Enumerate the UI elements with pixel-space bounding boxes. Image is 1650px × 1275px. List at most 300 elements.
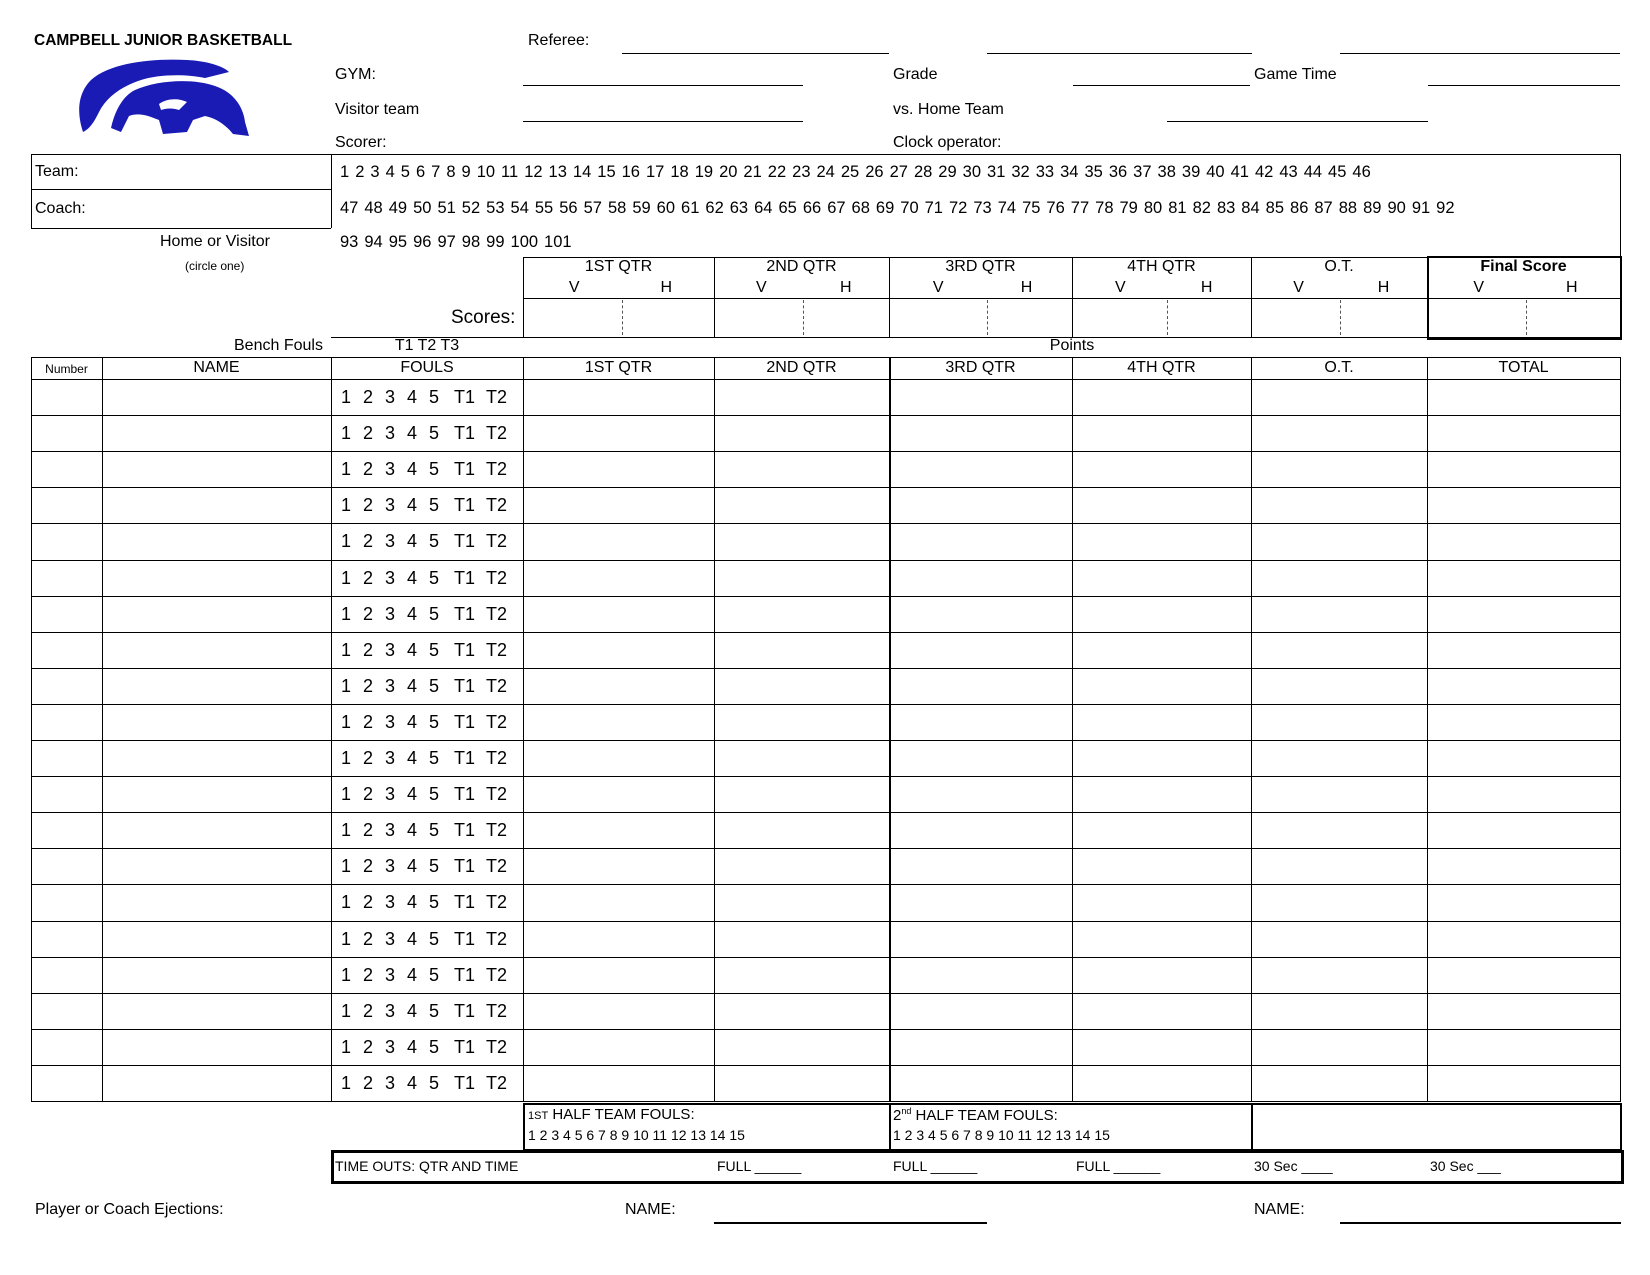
foul-mark[interactable]: 5 (429, 1036, 440, 1057)
running-score-number[interactable]: 40 (1206, 163, 1225, 181)
timeout-full-1[interactable]: FULL ______ (717, 1158, 802, 1174)
foul-mark[interactable]: 1 (341, 531, 352, 552)
running-score-number[interactable]: 91 (1411, 199, 1431, 217)
foul-mark[interactable]: 5 (429, 1072, 440, 1093)
foul-mark[interactable]: 1 (341, 459, 352, 480)
foul-mark[interactable]: 5 (429, 711, 440, 732)
foul-mark[interactable]: 2 (363, 1072, 374, 1093)
foul-mark[interactable]: T2 (486, 856, 508, 877)
game-time-line[interactable] (1428, 85, 1620, 86)
foul-mark[interactable]: 5 (429, 387, 440, 407)
foul-mark[interactable]: 5 (429, 928, 440, 949)
running-score-number[interactable]: 84 (1241, 199, 1260, 217)
foul-mark[interactable]: 1 (341, 856, 352, 877)
player-number-cell[interactable] (31, 668, 102, 704)
foul-mark[interactable]: 1 (341, 675, 352, 696)
first-half-fouls-numbers[interactable]: 1 2 3 4 5 6 7 8 9 10 11 12 13 14 15 (528, 1127, 745, 1143)
foul-mark[interactable]: 2 (363, 748, 374, 768)
player-number-cell[interactable] (31, 921, 102, 957)
foul-mark[interactable]: 1 (341, 1000, 352, 1021)
running-score-number[interactable]: 51 (437, 199, 456, 217)
foul-mark[interactable]: 5 (429, 675, 440, 696)
running-score-number[interactable]: 34 (1060, 163, 1079, 181)
foul-mark[interactable]: T2 (486, 748, 508, 768)
running-score-number[interactable]: 31 (987, 163, 1006, 181)
running-score-number[interactable]: 47 (340, 199, 359, 217)
foul-mark[interactable]: 3 (385, 964, 396, 985)
foul-mark[interactable]: 5 (429, 964, 440, 985)
running-score-number[interactable]: 66 (802, 199, 822, 217)
running-score-number[interactable]: 95 (388, 233, 408, 251)
player-name-cell[interactable] (102, 993, 331, 1029)
running-score-number[interactable]: 78 (1095, 199, 1114, 217)
foul-mark[interactable]: 3 (385, 675, 396, 696)
player-number-cell[interactable] (31, 957, 102, 993)
foul-mark[interactable]: 4 (407, 459, 418, 480)
running-score-number[interactable]: 62 (705, 199, 724, 217)
running-score-number[interactable]: 15 (597, 163, 616, 181)
running-score-number[interactable]: 63 (729, 199, 749, 217)
home-team-line[interactable] (1167, 121, 1428, 122)
timeout-full-3[interactable]: FULL ______ (1076, 1158, 1161, 1174)
foul-mark[interactable]: 3 (385, 748, 396, 768)
foul-mark[interactable]: T1 (454, 423, 476, 444)
foul-mark[interactable]: 2 (363, 603, 374, 624)
foul-mark[interactable]: 5 (429, 1000, 440, 1021)
foul-mark[interactable]: T1 (454, 531, 476, 552)
player-number-cell[interactable] (31, 379, 102, 415)
running-score-number[interactable]: 33 (1035, 163, 1055, 181)
foul-mark[interactable]: T1 (454, 1000, 476, 1021)
home-or-visitor-label[interactable]: Home or Visitor (160, 233, 270, 250)
player-number-cell[interactable] (31, 560, 102, 596)
foul-mark[interactable]: 2 (363, 459, 374, 480)
foul-mark[interactable]: 3 (385, 567, 396, 588)
running-score-number[interactable]: 43 (1279, 163, 1298, 181)
foul-mark[interactable]: T1 (454, 495, 476, 516)
foul-mark[interactable]: 4 (407, 495, 418, 516)
running-score-number[interactable]: 30 (962, 163, 982, 181)
foul-mark[interactable]: T1 (454, 459, 476, 480)
running-score-number[interactable]: 88 (1338, 199, 1358, 217)
foul-mark[interactable]: 1 (341, 387, 352, 407)
foul-mark[interactable]: T2 (486, 1072, 508, 1093)
player-number-cell[interactable] (31, 740, 102, 776)
foul-mark[interactable]: 4 (407, 820, 418, 841)
player-name-cell[interactable] (102, 523, 331, 559)
running-score-number[interactable]: 29 (938, 163, 957, 181)
running-score-number[interactable]: 26 (865, 163, 884, 181)
foul-mark[interactable]: 2 (363, 1036, 374, 1057)
running-score-number[interactable]: 100 (510, 233, 539, 251)
running-score-number[interactable]: 45 (1328, 163, 1347, 181)
player-number-cell[interactable] (31, 415, 102, 451)
player-name-cell[interactable] (102, 921, 331, 957)
foul-mark[interactable]: 3 (385, 495, 396, 516)
running-score-number[interactable]: 71 (924, 199, 943, 217)
foul-mark[interactable]: 3 (385, 784, 396, 805)
foul-mark[interactable]: 3 (385, 603, 396, 624)
foul-mark[interactable]: T2 (486, 1036, 508, 1057)
foul-mark[interactable]: 5 (429, 459, 440, 480)
foul-mark[interactable]: T1 (454, 964, 476, 985)
running-score-number[interactable]: 57 (583, 199, 602, 217)
foul-mark[interactable]: 5 (429, 748, 440, 768)
running-score-number[interactable]: 11 (501, 163, 519, 181)
foul-mark[interactable]: T1 (454, 820, 476, 841)
running-score-number[interactable]: 41 (1230, 163, 1249, 181)
foul-mark[interactable]: T2 (486, 675, 508, 696)
foul-mark[interactable]: 3 (385, 387, 396, 407)
foul-mark[interactable]: T1 (454, 675, 476, 696)
foul-mark[interactable]: 1 (341, 748, 352, 768)
running-score-number[interactable]: 3 (370, 163, 380, 181)
running-score-number[interactable]: 16 (621, 163, 640, 181)
running-score-number[interactable]: 101 (544, 233, 572, 251)
foul-mark[interactable]: 4 (407, 639, 418, 660)
foul-mark[interactable]: T1 (454, 711, 476, 732)
running-score-number[interactable]: 38 (1157, 163, 1176, 181)
foul-mark[interactable]: 3 (385, 531, 396, 552)
foul-mark[interactable]: 2 (363, 495, 374, 516)
player-name-cell[interactable] (102, 487, 331, 523)
foul-mark[interactable]: T1 (454, 928, 476, 949)
foul-mark[interactable]: T2 (486, 892, 508, 913)
foul-mark[interactable]: 3 (385, 423, 396, 444)
running-score-number[interactable]: 2 (355, 163, 365, 181)
foul-mark[interactable]: 4 (407, 531, 418, 552)
player-name-cell[interactable] (102, 1029, 331, 1065)
running-score-number[interactable]: 52 (461, 199, 481, 217)
foul-mark[interactable]: 3 (385, 1000, 396, 1021)
running-score-number[interactable]: 21 (743, 163, 762, 181)
foul-mark[interactable]: 1 (341, 603, 352, 624)
ejection-name-line-2[interactable] (1340, 1222, 1621, 1224)
running-score-number[interactable]: 60 (656, 199, 676, 217)
running-score-number[interactable]: 54 (510, 199, 529, 217)
foul-mark[interactable]: 5 (429, 495, 440, 516)
foul-mark[interactable]: 1 (341, 567, 352, 588)
foul-mark[interactable]: T2 (486, 784, 508, 805)
foul-mark[interactable]: 3 (385, 639, 396, 660)
running-score-number[interactable]: 48 (364, 199, 383, 217)
running-score-number[interactable]: 64 (754, 199, 773, 217)
foul-mark[interactable]: 3 (385, 711, 396, 732)
foul-mark[interactable]: 4 (407, 387, 418, 407)
running-score-number[interactable]: 90 (1387, 199, 1406, 217)
foul-mark[interactable]: 3 (385, 1072, 396, 1093)
timeout-full-2[interactable]: FULL ______ (893, 1158, 978, 1174)
player-name-cell[interactable] (102, 379, 331, 415)
running-score-number[interactable]: 5 (400, 163, 410, 181)
foul-mark[interactable]: 3 (385, 1036, 396, 1057)
running-score-number[interactable]: 85 (1265, 199, 1285, 217)
player-number-cell[interactable] (31, 451, 102, 487)
running-score-number[interactable]: 1 (340, 163, 350, 181)
running-score-number[interactable]: 86 (1290, 199, 1309, 217)
running-score-number[interactable]: 28 (913, 163, 933, 181)
foul-mark[interactable]: 3 (385, 856, 396, 877)
running-score-number[interactable]: 42 (1254, 163, 1274, 181)
foul-mark[interactable]: 2 (363, 784, 374, 805)
foul-mark[interactable]: 3 (385, 820, 396, 841)
foul-mark[interactable]: 4 (407, 856, 418, 877)
foul-mark[interactable]: 1 (341, 964, 352, 985)
running-score-number[interactable]: 76 (1046, 199, 1065, 217)
player-number-cell[interactable] (31, 523, 102, 559)
foul-mark[interactable]: 5 (429, 856, 440, 877)
foul-mark[interactable]: 3 (385, 892, 396, 913)
foul-mark[interactable]: T1 (454, 639, 476, 660)
running-score-number[interactable]: 8 (446, 163, 456, 181)
foul-mark[interactable]: 1 (341, 495, 352, 516)
running-score-number[interactable]: 99 (486, 233, 505, 251)
running-score-number[interactable]: 35 (1084, 163, 1103, 181)
player-name-cell[interactable] (102, 812, 331, 848)
running-score-number[interactable]: 93 (340, 233, 359, 251)
foul-mark[interactable]: T2 (486, 820, 508, 841)
player-name-cell[interactable] (102, 560, 331, 596)
foul-mark[interactable]: T2 (486, 567, 508, 588)
foul-mark[interactable]: T2 (486, 928, 508, 949)
foul-mark[interactable]: 4 (407, 1072, 418, 1093)
running-score-number[interactable]: 37 (1133, 163, 1152, 181)
foul-mark[interactable]: T1 (454, 603, 476, 624)
running-score-number[interactable]: 19 (694, 163, 714, 181)
running-score-number[interactable]: 70 (900, 199, 919, 217)
running-score-number[interactable]: 83 (1216, 199, 1236, 217)
timeout-30sec-2[interactable]: 30 Sec ___ (1430, 1158, 1501, 1174)
foul-mark[interactable]: T2 (486, 387, 508, 407)
foul-mark[interactable]: 5 (429, 531, 440, 552)
running-score-number[interactable]: 61 (681, 199, 700, 217)
foul-mark[interactable]: 1 (341, 820, 352, 841)
foul-mark[interactable]: 4 (407, 675, 418, 696)
player-name-cell[interactable] (102, 668, 331, 704)
player-name-cell[interactable] (102, 884, 331, 920)
foul-mark[interactable]: 1 (341, 784, 352, 805)
running-score-number[interactable]: 74 (997, 199, 1017, 217)
running-score-number[interactable]: 80 (1143, 199, 1163, 217)
running-score-number[interactable]: 12 (524, 163, 543, 181)
running-score-number[interactable]: 65 (778, 199, 797, 217)
foul-mark[interactable]: T2 (486, 423, 508, 444)
player-number-cell[interactable] (31, 704, 102, 740)
foul-mark[interactable]: 2 (363, 567, 374, 588)
foul-mark[interactable]: 4 (407, 567, 418, 588)
running-score-number[interactable]: 79 (1119, 199, 1138, 217)
foul-mark[interactable]: T2 (486, 495, 508, 516)
foul-mark[interactable]: 1 (341, 711, 352, 732)
grade-line[interactable] (1073, 85, 1250, 86)
foul-mark[interactable]: 2 (363, 820, 374, 841)
running-score-number[interactable]: 7 (431, 163, 441, 181)
foul-mark[interactable]: T2 (486, 1000, 508, 1021)
foul-mark[interactable]: 4 (407, 964, 418, 985)
running-score-number[interactable]: 20 (719, 163, 738, 181)
running-score-number[interactable]: 98 (461, 233, 481, 251)
referee-line-2[interactable] (987, 53, 1252, 54)
running-score-number[interactable]: 17 (645, 163, 665, 181)
running-score-number[interactable]: 72 (948, 199, 968, 217)
foul-mark[interactable]: 5 (429, 784, 440, 805)
running-score-number[interactable]: 59 (632, 199, 651, 217)
running-score-number[interactable]: 50 (413, 199, 432, 217)
foul-mark[interactable]: T1 (454, 892, 476, 913)
foul-mark[interactable]: T2 (486, 459, 508, 480)
foul-mark[interactable]: T2 (486, 711, 508, 732)
foul-mark[interactable]: 5 (429, 892, 440, 913)
running-score-number[interactable]: 46 (1352, 163, 1371, 181)
running-score-number[interactable]: 87 (1314, 199, 1333, 217)
foul-mark[interactable]: 2 (363, 964, 374, 985)
running-score-number[interactable]: 13 (548, 163, 567, 181)
running-score-number[interactable]: 53 (486, 199, 505, 217)
player-name-cell[interactable] (102, 776, 331, 812)
foul-mark[interactable]: 4 (407, 603, 418, 624)
foul-mark[interactable]: 2 (363, 1000, 374, 1021)
foul-mark[interactable]: 4 (407, 1000, 418, 1021)
running-score-number[interactable]: 4 (385, 163, 395, 181)
player-name-cell[interactable] (102, 848, 331, 884)
player-number-cell[interactable] (31, 487, 102, 523)
player-number-cell[interactable] (31, 993, 102, 1029)
foul-mark[interactable]: T2 (486, 531, 508, 552)
foul-mark[interactable]: 1 (341, 1036, 352, 1057)
foul-mark[interactable]: 4 (407, 711, 418, 732)
player-name-cell[interactable] (102, 596, 331, 632)
running-score-number[interactable]: 73 (973, 199, 992, 217)
foul-mark[interactable]: T1 (454, 1072, 476, 1093)
running-score-number[interactable]: 97 (437, 233, 456, 251)
running-score-number[interactable]: 55 (534, 199, 554, 217)
player-number-cell[interactable] (31, 812, 102, 848)
player-number-cell[interactable] (31, 1029, 102, 1065)
ejection-name-line-1[interactable] (714, 1222, 987, 1224)
running-score-number[interactable]: 68 (851, 199, 870, 217)
foul-mark[interactable]: 3 (385, 928, 396, 949)
foul-mark[interactable]: T2 (486, 964, 508, 985)
foul-mark[interactable]: 5 (429, 423, 440, 444)
running-score-number[interactable]: 69 (875, 199, 895, 217)
foul-mark[interactable]: 2 (363, 892, 374, 913)
foul-mark[interactable]: T1 (454, 748, 476, 768)
foul-mark[interactable]: 4 (407, 423, 418, 444)
foul-mark[interactable]: T1 (454, 1036, 476, 1057)
running-score-number[interactable]: 49 (388, 199, 408, 217)
foul-mark[interactable]: 4 (407, 928, 418, 949)
running-score-number[interactable]: 18 (670, 163, 689, 181)
player-name-cell[interactable] (102, 451, 331, 487)
running-score-number[interactable]: 94 (364, 233, 383, 251)
player-name-cell[interactable] (102, 957, 331, 993)
running-score-number[interactable]: 36 (1108, 163, 1128, 181)
timeout-30sec-1[interactable]: 30 Sec ____ (1254, 1158, 1333, 1174)
running-score-number[interactable]: 27 (889, 163, 908, 181)
running-score-number[interactable]: 9 (461, 163, 471, 181)
running-score-number[interactable]: 67 (827, 199, 846, 217)
foul-mark[interactable]: 2 (363, 387, 374, 407)
foul-mark[interactable]: T2 (486, 603, 508, 624)
running-score-number[interactable]: 75 (1022, 199, 1041, 217)
running-score-number[interactable]: 6 (415, 163, 426, 181)
referee-line-1[interactable] (622, 53, 889, 54)
foul-mark[interactable]: 2 (363, 928, 374, 949)
player-name-cell[interactable] (102, 415, 331, 451)
foul-mark[interactable]: 1 (341, 1072, 352, 1093)
foul-mark[interactable]: 5 (429, 639, 440, 660)
player-number-cell[interactable] (31, 848, 102, 884)
running-score-number[interactable]: 58 (607, 199, 627, 217)
foul-mark[interactable]: 4 (407, 748, 418, 768)
running-score-number[interactable]: 22 (767, 163, 787, 181)
running-score-number[interactable]: 92 (1436, 199, 1455, 217)
running-score-number[interactable]: 82 (1192, 199, 1211, 217)
player-number-cell[interactable] (31, 884, 102, 920)
running-score-number[interactable]: 14 (572, 163, 592, 181)
running-score-number[interactable]: 77 (1070, 199, 1090, 217)
foul-mark[interactable]: T1 (454, 387, 476, 407)
running-score-number[interactable]: 89 (1363, 199, 1382, 217)
player-name-cell[interactable] (102, 632, 331, 668)
running-score-number[interactable]: 10 (476, 163, 496, 181)
running-score-number[interactable]: 32 (1011, 163, 1030, 181)
player-name-cell[interactable] (102, 704, 331, 740)
running-score-number[interactable]: 24 (816, 163, 835, 181)
foul-mark[interactable]: T1 (454, 784, 476, 805)
player-number-cell[interactable] (31, 596, 102, 632)
visitor-team-line[interactable] (523, 121, 803, 122)
foul-mark[interactable]: 2 (363, 711, 374, 732)
foul-mark[interactable]: 4 (407, 784, 418, 805)
foul-mark[interactable]: 2 (363, 856, 374, 877)
second-half-fouls-numbers[interactable]: 1 2 3 4 5 6 7 8 9 10 11 12 13 14 15 (893, 1127, 1110, 1143)
foul-mark[interactable]: 5 (429, 567, 440, 588)
running-score-number[interactable]: 96 (413, 233, 432, 251)
player-number-cell[interactable] (31, 1065, 102, 1101)
foul-mark[interactable]: T2 (486, 639, 508, 660)
foul-mark[interactable]: 2 (363, 639, 374, 660)
running-score-number[interactable]: 39 (1181, 163, 1201, 181)
foul-mark[interactable]: 5 (429, 820, 440, 841)
foul-mark[interactable]: 2 (363, 423, 374, 444)
foul-mark[interactable]: T1 (454, 567, 476, 588)
bench-foul-marks[interactable]: T1 T2 T3 (394, 337, 460, 354)
foul-mark[interactable]: 1 (341, 639, 352, 660)
foul-mark[interactable]: 1 (341, 892, 352, 913)
player-number-cell[interactable] (31, 776, 102, 812)
foul-mark[interactable]: 1 (341, 928, 352, 949)
foul-mark[interactable]: 4 (407, 892, 418, 913)
player-name-cell[interactable] (102, 1065, 331, 1101)
foul-mark[interactable]: 2 (363, 675, 374, 696)
running-score-number[interactable]: 81 (1168, 199, 1187, 217)
running-score-number[interactable]: 44 (1303, 163, 1323, 181)
player-name-cell[interactable] (102, 740, 331, 776)
gym-line[interactable] (523, 85, 803, 86)
referee-line-3[interactable] (1340, 53, 1620, 54)
running-score-number[interactable]: 23 (792, 163, 811, 181)
foul-mark[interactable]: T1 (454, 856, 476, 877)
running-score-number[interactable]: 56 (559, 199, 578, 217)
foul-mark[interactable]: 4 (407, 1036, 418, 1057)
foul-mark[interactable]: 1 (341, 423, 352, 444)
running-score-number[interactable]: 25 (840, 163, 860, 181)
foul-mark[interactable]: 5 (429, 603, 440, 624)
foul-mark[interactable]: 2 (363, 531, 374, 552)
player-number-cell[interactable] (31, 632, 102, 668)
foul-mark[interactable]: 3 (385, 459, 396, 480)
